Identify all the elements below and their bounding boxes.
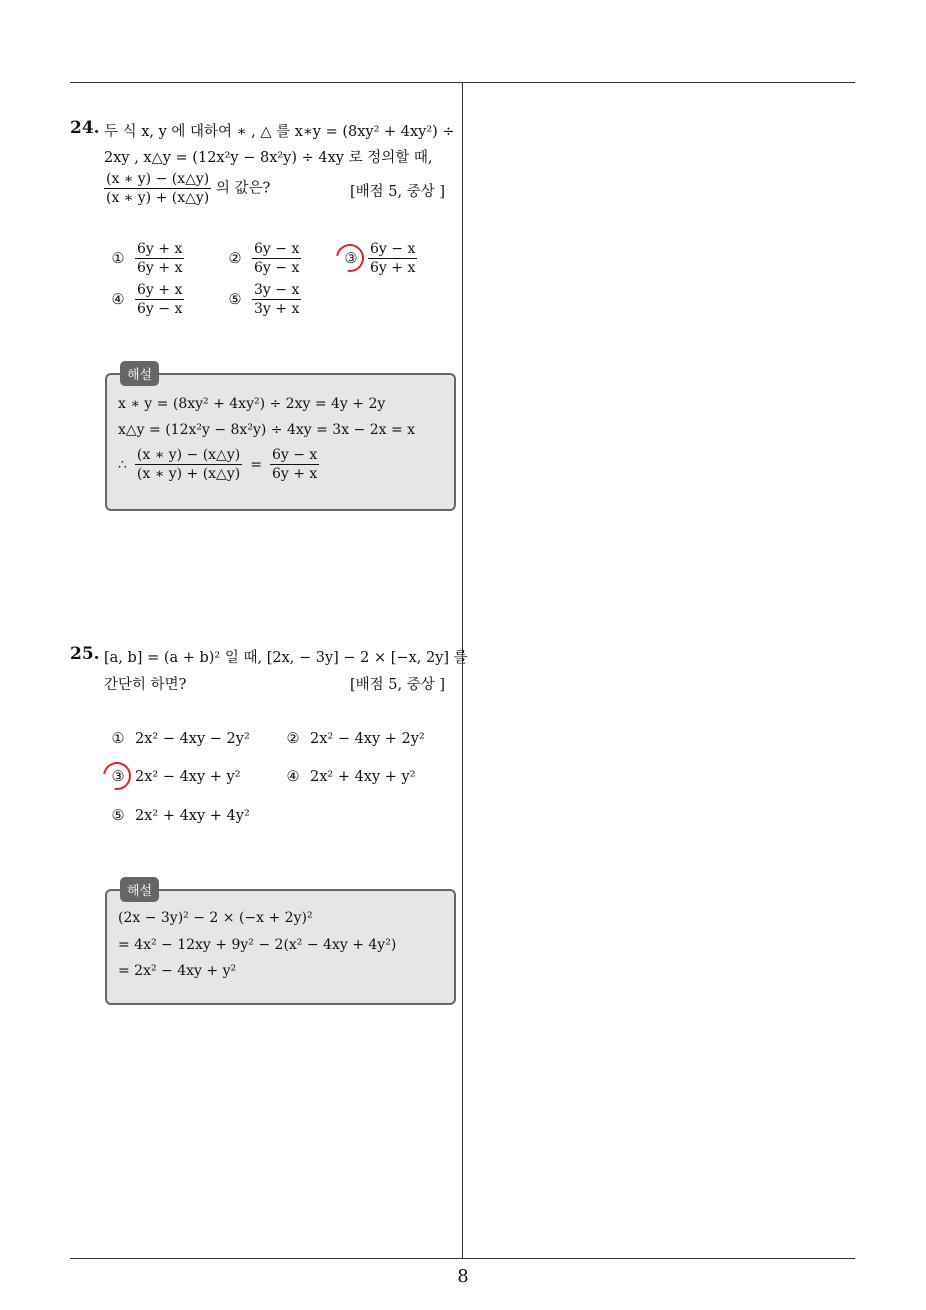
choice-number: ①	[111, 250, 125, 267]
question-25-line2: 간단히 하면?	[104, 677, 187, 693]
answer-mark-circle	[98, 757, 137, 796]
q25-solution-label: 해설	[120, 877, 159, 902]
solution-denominator: (x ∗ y) + (x△y)	[136, 466, 241, 482]
choice-numerator: 6y − x	[370, 241, 416, 257]
q25-choice-4[interactable]	[284, 769, 416, 785]
q24-solution-label: 해설	[120, 361, 159, 386]
choice-text: 2x² − 4xy + y²	[135, 769, 241, 785]
choice-denominator: 6y − x	[254, 260, 300, 276]
question-24-tail: 의 값은?	[215, 180, 271, 197]
choice-number: ②	[228, 250, 242, 267]
column-divider	[462, 82, 463, 1258]
choice-number: ⑤	[111, 808, 125, 824]
choice-number: ②	[286, 731, 300, 747]
equals-sign: =	[250, 456, 262, 473]
q24-choice-2[interactable]	[226, 240, 301, 277]
choice-text: 2x² − 4xy − 2y²	[135, 731, 250, 747]
bottom-rule	[70, 1258, 855, 1259]
choice-text: 2x² + 4xy + 4y²	[135, 808, 250, 824]
q25-solution-line1: (2x − 3y)² − 2 × (−x + 2y)²	[118, 910, 313, 926]
choice-numerator: 6y − x	[254, 241, 300, 257]
question-24-line1: 두 식 x, y 에 대하여 ∗ , △ 를 x∗y = (8xy² + 4xy²) ÷	[104, 124, 455, 140]
solution-numerator: (x ∗ y) − (x△y)	[136, 447, 241, 463]
q25-choice-3[interactable]	[109, 769, 241, 785]
choice-denominator: 6y − x	[137, 301, 183, 317]
question-24-fraction	[104, 170, 211, 207]
choice-numerator: 6y + x	[137, 241, 183, 257]
q24-choice-5[interactable]	[226, 281, 301, 318]
q25-choice-5[interactable]	[109, 808, 250, 824]
q25-solution-line3: = 2x² − 4xy + y²	[118, 963, 237, 979]
choice-denominator: 6y + x	[137, 260, 183, 276]
q24-choice-1[interactable]	[109, 240, 184, 277]
q25-solution-line2: = 4x² − 12xy + 9y² − 2(x² − 4xy + 4y²)	[118, 937, 397, 953]
question-24-line2: 2xy , x△y = (12x²y − 8x²y) ÷ 4xy 로 정의할 때,	[104, 150, 433, 166]
choice-number: ④	[111, 291, 125, 308]
question-24-expression	[104, 170, 270, 207]
choice-numerator: 3y − x	[254, 282, 300, 298]
question-25-number: 25.	[70, 644, 100, 664]
choice-number: ③	[342, 251, 360, 267]
q25-choice-2[interactable]	[284, 731, 425, 747]
question-25-score: [배점 5, 중상 ]	[350, 677, 446, 693]
choice-number: ①	[111, 731, 125, 747]
q24-choice-4[interactable]	[109, 281, 184, 318]
q24-solution-line2: x△y = (12x²y − 8x²y) ÷ 4xy = 3x − 2x = x	[118, 422, 416, 438]
solution-denominator: 6y + x	[271, 466, 318, 482]
choice-number: ⑤	[228, 291, 242, 308]
solution-numerator: 6y − x	[271, 447, 318, 463]
choice-denominator: 6y + x	[370, 260, 416, 276]
q24-solution-box	[105, 373, 456, 511]
therefore-symbol: ∴	[118, 456, 127, 473]
q24-solution-line3	[118, 446, 319, 483]
page-number: 8	[457, 1266, 469, 1287]
q24-solution-line1: x ∗ y = (8xy² + 4xy²) ÷ 2xy = 4y + 2y	[118, 396, 386, 412]
answer-mark-circle	[331, 238, 370, 277]
question-24-score: [배점 5, 중상 ]	[350, 184, 446, 200]
choice-denominator: 3y + x	[254, 301, 300, 317]
q24-choice-3[interactable]	[342, 240, 417, 277]
choice-numerator: 6y + x	[137, 282, 183, 298]
choice-number: ③	[109, 769, 127, 785]
choice-number: ④	[286, 769, 300, 785]
q25-choice-1[interactable]	[109, 731, 250, 747]
fraction-numerator: (x ∗ y) − (x△y)	[106, 171, 210, 187]
question-24-number: 24.	[70, 118, 100, 138]
question-25-line1: [a, b] = (a + b)² 일 때, [2x, − 3y] − 2 × [−x, 2y] 를	[104, 650, 468, 666]
choice-text: 2x² − 4xy + 2y²	[310, 731, 425, 747]
choice-text: 2x² + 4xy + y²	[310, 769, 416, 785]
fraction-denominator: (x ∗ y) + (x△y)	[106, 190, 210, 206]
